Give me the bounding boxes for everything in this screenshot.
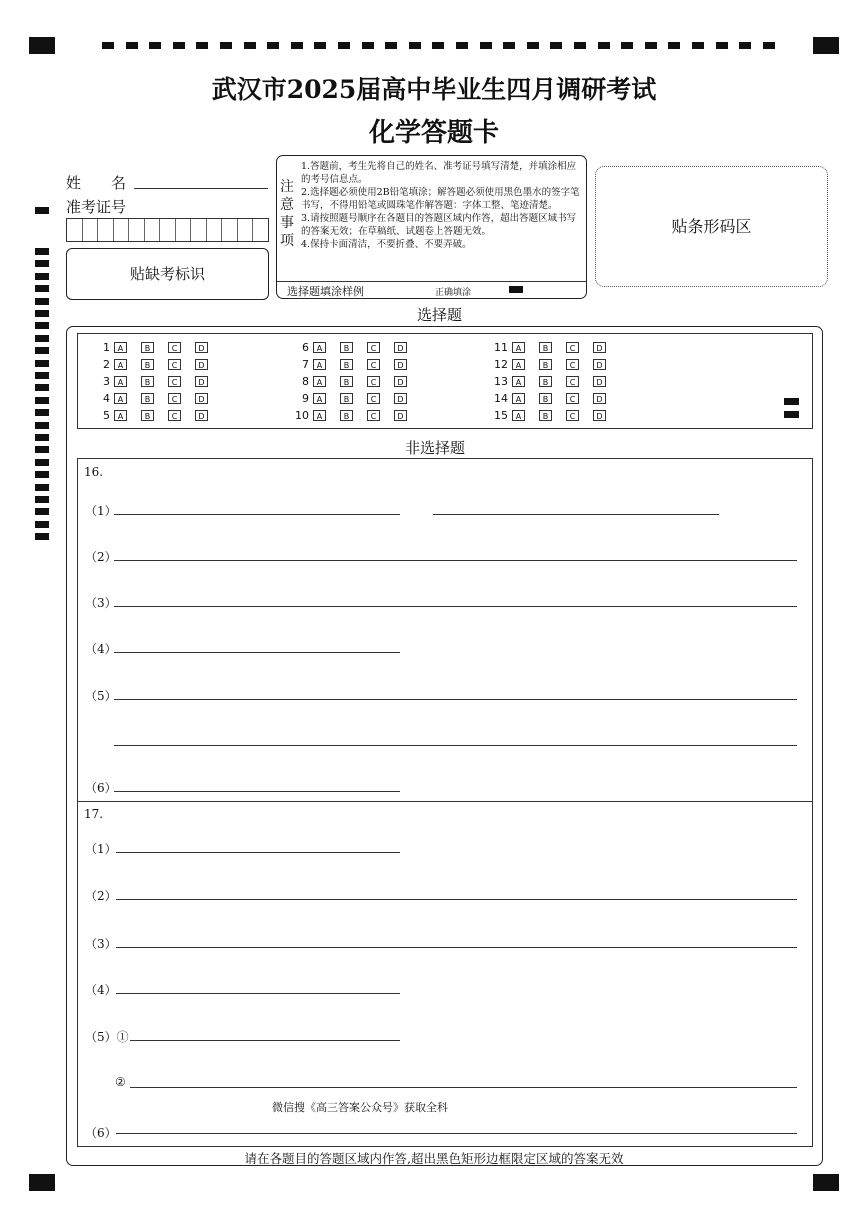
- mc-mark-1: [784, 398, 799, 405]
- q17-part-5-label: （5）①: [85, 1030, 129, 1044]
- timing-mark: [716, 42, 728, 49]
- name-field[interactable]: [134, 188, 268, 189]
- mc-question-number: 1: [103, 341, 110, 354]
- q16-part-1-label: （1）: [85, 504, 117, 518]
- mc-option-bubble[interactable]: D: [394, 359, 407, 370]
- q16-part-3-answer[interactable]: [114, 606, 797, 607]
- mc-option-bubble[interactable]: B: [141, 359, 154, 370]
- mc-option-bubble[interactable]: B: [539, 342, 552, 353]
- timing-mark: [35, 446, 49, 453]
- timing-mark: [739, 42, 751, 49]
- timing-mark: [503, 42, 515, 49]
- exam-id-cell[interactable]: [191, 219, 207, 241]
- q16-part-5-label: （5）: [85, 689, 117, 703]
- mc-option-bubble[interactable]: D: [394, 393, 407, 404]
- mc-option-bubble[interactable]: A: [512, 393, 525, 404]
- absent-sticker-label: 贴缺考标识: [129, 265, 205, 283]
- timing-mark: [409, 42, 421, 49]
- timing-mark: [621, 42, 633, 49]
- mc-question-number: 14: [494, 392, 508, 405]
- exam-id-cell[interactable]: [145, 219, 161, 241]
- page-title: 武汉市2025届高中毕业生四月调研考试: [211, 75, 657, 104]
- exam-id-cell[interactable]: [238, 219, 254, 241]
- corner-mark-bottom-left: [29, 1174, 55, 1191]
- corner-mark-bottom-right: [813, 1174, 839, 1191]
- mc-question-row: [486, 391, 620, 406]
- mc-option-bubble[interactable]: B: [340, 342, 353, 353]
- mc-option-bubble[interactable]: C: [566, 342, 579, 353]
- mc-question-number: 3: [103, 375, 110, 388]
- q16-part-6-answer[interactable]: [114, 791, 400, 792]
- timing-mark: [35, 397, 49, 404]
- mc-option-bubble[interactable]: A: [512, 376, 525, 387]
- timing-mark: [35, 533, 49, 540]
- mc-option-bubble[interactable]: C: [566, 376, 579, 387]
- mc-question-number: 5: [103, 409, 110, 422]
- mc-option-bubble[interactable]: C: [367, 410, 380, 421]
- mc-option-bubble[interactable]: D: [195, 359, 208, 370]
- notice-item-4: 4.保持卡面清洁，不要折叠、不要弄破。: [301, 239, 472, 250]
- q17-part-2-answer[interactable]: [116, 899, 797, 900]
- mc-option-bubble[interactable]: D: [394, 342, 407, 353]
- mc-option-bubble[interactable]: A: [114, 359, 127, 370]
- q17-part-6-answer[interactable]: [116, 1133, 797, 1134]
- exam-id-label: 准考证号: [66, 198, 127, 216]
- q16-part-5-answer-b[interactable]: [114, 745, 797, 746]
- mc-option-bubble[interactable]: C: [566, 359, 579, 370]
- timing-mark: [574, 42, 586, 49]
- mc-option-bubble[interactable]: A: [114, 342, 127, 353]
- mc-question-number: 7: [302, 358, 309, 371]
- fill-example-label: 选择题填涂样例: [287, 285, 364, 298]
- timing-mark: [35, 347, 49, 354]
- timing-mark: [527, 42, 539, 49]
- timing-mark: [35, 273, 49, 280]
- mc-section-title: 选择题: [417, 306, 463, 324]
- timing-mark: [35, 285, 49, 292]
- timing-mark: [35, 310, 49, 317]
- timing-mark: [432, 42, 444, 49]
- exam-id-cell[interactable]: [253, 219, 268, 241]
- mc-option-bubble[interactable]: D: [195, 393, 208, 404]
- timing-mark: [244, 42, 256, 49]
- mc-option-bubble[interactable]: C: [367, 376, 380, 387]
- q17-part-1-label: （1）: [85, 842, 117, 856]
- mc-option-bubble[interactable]: C: [367, 359, 380, 370]
- mc-question-number: 10: [295, 409, 309, 422]
- timing-mark: [668, 42, 680, 49]
- mc-option-bubble[interactable]: B: [539, 376, 552, 387]
- timing-mark: [35, 471, 49, 478]
- mc-question-row: [88, 391, 222, 406]
- exam-id-grid[interactable]: [66, 218, 269, 242]
- exam-id-cell[interactable]: [176, 219, 192, 241]
- mc-option-bubble[interactable]: A: [313, 342, 326, 353]
- mc-option-bubble[interactable]: A: [313, 393, 326, 404]
- timing-mark: [35, 422, 49, 429]
- q16-number: 16.: [84, 465, 104, 479]
- mc-option-bubble[interactable]: D: [394, 410, 407, 421]
- mc-option-bubble[interactable]: C: [168, 376, 181, 387]
- q17-part-5-answer-2[interactable]: [130, 1087, 797, 1088]
- mc-question-number: 6: [302, 341, 309, 354]
- q17-part-6-label: （6）: [85, 1126, 117, 1140]
- mc-option-bubble[interactable]: B: [340, 359, 353, 370]
- barcode-area: [595, 166, 828, 287]
- q16-part-4-answer[interactable]: [114, 652, 400, 653]
- timing-mark: [35, 360, 49, 367]
- timing-mark: [35, 260, 49, 267]
- timing-mark: [35, 496, 49, 503]
- exam-id-cell[interactable]: [98, 219, 114, 241]
- q17-part-3-answer[interactable]: [116, 947, 797, 948]
- absent-sticker-area: [66, 248, 269, 300]
- corner-mark-top-right: [813, 37, 839, 54]
- q17-box: [77, 802, 813, 1147]
- mc-question-row: [287, 357, 421, 372]
- q16-part-5-answer-a[interactable]: [114, 699, 797, 700]
- timing-mark: [35, 409, 49, 416]
- mc-question-number: 15: [494, 409, 508, 422]
- notice-item-2: 2.选择题必须使用2B铅笔填涂；解答题必须使用黑色墨水的签字笔书写，不得用铅笔或圆珠笔作解答题：字体工整、笔迹清楚。: [301, 187, 580, 211]
- timing-mark: [35, 459, 49, 466]
- timing-mark: [692, 42, 704, 49]
- timing-mark: [35, 384, 49, 391]
- footer-warning: 请在各题目的答题区域内作答,超出黑色矩形边框限定区域的答案无效: [244, 1151, 624, 1166]
- q17-note: 微信搜《高三答案公众号》获取全科: [272, 1101, 448, 1114]
- mc-option-bubble[interactable]: D: [394, 376, 407, 387]
- timing-mark: [35, 298, 49, 305]
- mc-option-bubble[interactable]: A: [313, 410, 326, 421]
- mc-question-number: 8: [302, 375, 309, 388]
- mc-option-bubble[interactable]: A: [512, 359, 525, 370]
- timing-mark: [480, 42, 492, 49]
- q17-part-5-answer-1[interactable]: [130, 1040, 400, 1041]
- mc-option-bubble[interactable]: A: [114, 393, 127, 404]
- mc-option-bubble[interactable]: B: [340, 393, 353, 404]
- timing-mark: [35, 434, 49, 441]
- notice-side-label: 注 意 事 项: [280, 179, 294, 249]
- mc-option-bubble[interactable]: B: [141, 342, 154, 353]
- mc-option-bubble[interactable]: B: [340, 410, 353, 421]
- exam-id-cell[interactable]: [222, 219, 238, 241]
- corner-mark-top-left: [29, 37, 55, 54]
- timing-mark: [35, 521, 49, 528]
- mc-question-row: [486, 357, 620, 372]
- timing-mark: [645, 42, 657, 49]
- timing-mark: [267, 42, 279, 49]
- timing-mark: [338, 42, 350, 49]
- timing-mark: [102, 42, 114, 49]
- mc-option-bubble[interactable]: D: [593, 376, 606, 387]
- mc-option-bubble[interactable]: C: [566, 410, 579, 421]
- mc-question-row: [88, 408, 222, 423]
- barcode-label: 贴条形码区: [671, 217, 752, 236]
- mc-option-bubble[interactable]: C: [367, 342, 380, 353]
- mc-option-bubble[interactable]: B: [141, 376, 154, 387]
- timing-mark: [314, 42, 326, 49]
- notice-item-3: 3.请按照题号顺序在各题目的答题区域内作答，超出答题区域书写的答案无效；在草稿纸、试题卷上答题无效。: [301, 213, 577, 237]
- mc-question-row: [486, 340, 620, 355]
- mc-option-bubble[interactable]: D: [195, 376, 208, 387]
- q16-part-1-answer-b[interactable]: [433, 514, 719, 515]
- mc-question-row: [88, 374, 222, 389]
- timing-mark: [220, 42, 232, 49]
- correct-fill-sample: [509, 286, 523, 293]
- mc-question-number: 12: [494, 358, 508, 371]
- q16-part-1-answer-a[interactable]: [114, 514, 400, 515]
- mc-option-bubble[interactable]: B: [340, 376, 353, 387]
- mc-question-number: 13: [494, 375, 508, 388]
- mc-question-number: 9: [302, 392, 309, 405]
- timing-mark: [35, 248, 49, 255]
- mc-option-bubble[interactable]: D: [593, 410, 606, 421]
- exam-id-cell[interactable]: [67, 219, 83, 241]
- q17-part-4-answer[interactable]: [116, 993, 400, 994]
- timing-mark: [291, 42, 303, 49]
- mc-option-bubble[interactable]: D: [593, 359, 606, 370]
- mc-option-bubble[interactable]: B: [141, 410, 154, 421]
- timing-mark: [456, 42, 468, 49]
- timing-mark: [550, 42, 562, 49]
- timing-mark: [35, 372, 49, 379]
- mc-option-bubble[interactable]: B: [141, 393, 154, 404]
- mc-option-bubble[interactable]: A: [512, 342, 525, 353]
- mc-option-bubble[interactable]: D: [593, 342, 606, 353]
- mc-option-bubble[interactable]: C: [566, 393, 579, 404]
- timing-mark: [173, 42, 185, 49]
- mc-option-bubble[interactable]: C: [168, 410, 181, 421]
- timing-mark: [35, 322, 49, 329]
- exam-id-cell[interactable]: [129, 219, 145, 241]
- mc-option-bubble[interactable]: A: [114, 410, 127, 421]
- mc-option-bubble[interactable]: C: [168, 393, 181, 404]
- q16-part-2-label: （2）: [85, 550, 117, 564]
- timing-mark: [35, 335, 49, 342]
- mc-question-row: [287, 374, 421, 389]
- q17-part-4-label: （4）: [85, 983, 117, 997]
- timing-mark: [598, 42, 610, 49]
- q17-part-3-label: （3）: [85, 937, 117, 951]
- notice-divider: [277, 281, 586, 282]
- mc-question-number: 11: [494, 341, 508, 354]
- notice-items: [301, 160, 583, 251]
- mc-option-bubble[interactable]: C: [168, 359, 181, 370]
- timing-mark: [35, 508, 49, 515]
- q16-part-4-label: （4）: [85, 642, 117, 656]
- correct-fill-label: 正确填涂: [435, 288, 472, 298]
- mc-question-row: [486, 408, 620, 423]
- mc-option-bubble[interactable]: D: [195, 410, 208, 421]
- mc-option-bubble[interactable]: A: [114, 376, 127, 387]
- exam-id-cell[interactable]: [114, 219, 130, 241]
- timing-mark: [149, 42, 161, 49]
- open-section-title: 非选择题: [405, 439, 466, 457]
- mc-question-number: 4: [103, 392, 110, 405]
- timing-mark: [196, 42, 208, 49]
- q17-part-1-answer[interactable]: [116, 852, 400, 853]
- timing-mark: [126, 42, 138, 49]
- notice-item-1: 1.答题前，考生先将自己的姓名、准考证号填写清楚，并填涂相应的考号信息点。: [301, 161, 577, 185]
- q16-part-6-label: （6）: [85, 781, 117, 795]
- mc-question-row: [287, 391, 421, 406]
- mc-option-bubble[interactable]: A: [313, 359, 326, 370]
- mc-option-bubble[interactable]: A: [313, 376, 326, 387]
- mc-option-bubble[interactable]: D: [195, 342, 208, 353]
- q16-part-3-label: （3）: [85, 596, 117, 610]
- q16-box: [77, 458, 813, 802]
- q17-part-2-label: （2）: [85, 889, 117, 903]
- exam-id-cell[interactable]: [160, 219, 176, 241]
- name-label: 姓 名: [66, 174, 127, 192]
- mc-option-bubble[interactable]: C: [367, 393, 380, 404]
- mc-option-bubble[interactable]: A: [512, 410, 525, 421]
- timing-mark: [35, 484, 49, 491]
- mc-question-number: 2: [103, 358, 110, 371]
- mc-option-bubble[interactable]: B: [539, 410, 552, 421]
- mc-mark-2: [784, 411, 799, 418]
- mc-option-bubble[interactable]: D: [593, 393, 606, 404]
- page-subtitle: 化学答题卡: [368, 118, 499, 148]
- timing-mark: [362, 42, 374, 49]
- timing-mark: [763, 42, 775, 49]
- mc-question-row: [88, 357, 222, 372]
- q17-part-5-sub-2-label: ②: [115, 1075, 126, 1089]
- mc-option-bubble[interactable]: B: [539, 393, 552, 404]
- q17-number: 17.: [84, 807, 104, 821]
- timing-mark: [385, 42, 397, 49]
- notice-box: [276, 155, 587, 299]
- mc-question-row: [287, 340, 421, 355]
- exam-id-cell[interactable]: [83, 219, 99, 241]
- exam-id-cell[interactable]: [207, 219, 223, 241]
- mc-question-row: [287, 408, 421, 423]
- q16-part-2-answer[interactable]: [114, 560, 797, 561]
- mc-question-row: [486, 374, 620, 389]
- mc-question-row: [88, 340, 222, 355]
- mc-option-bubble[interactable]: C: [168, 342, 181, 353]
- mc-option-bubble[interactable]: B: [539, 359, 552, 370]
- timing-mark: [35, 207, 49, 214]
